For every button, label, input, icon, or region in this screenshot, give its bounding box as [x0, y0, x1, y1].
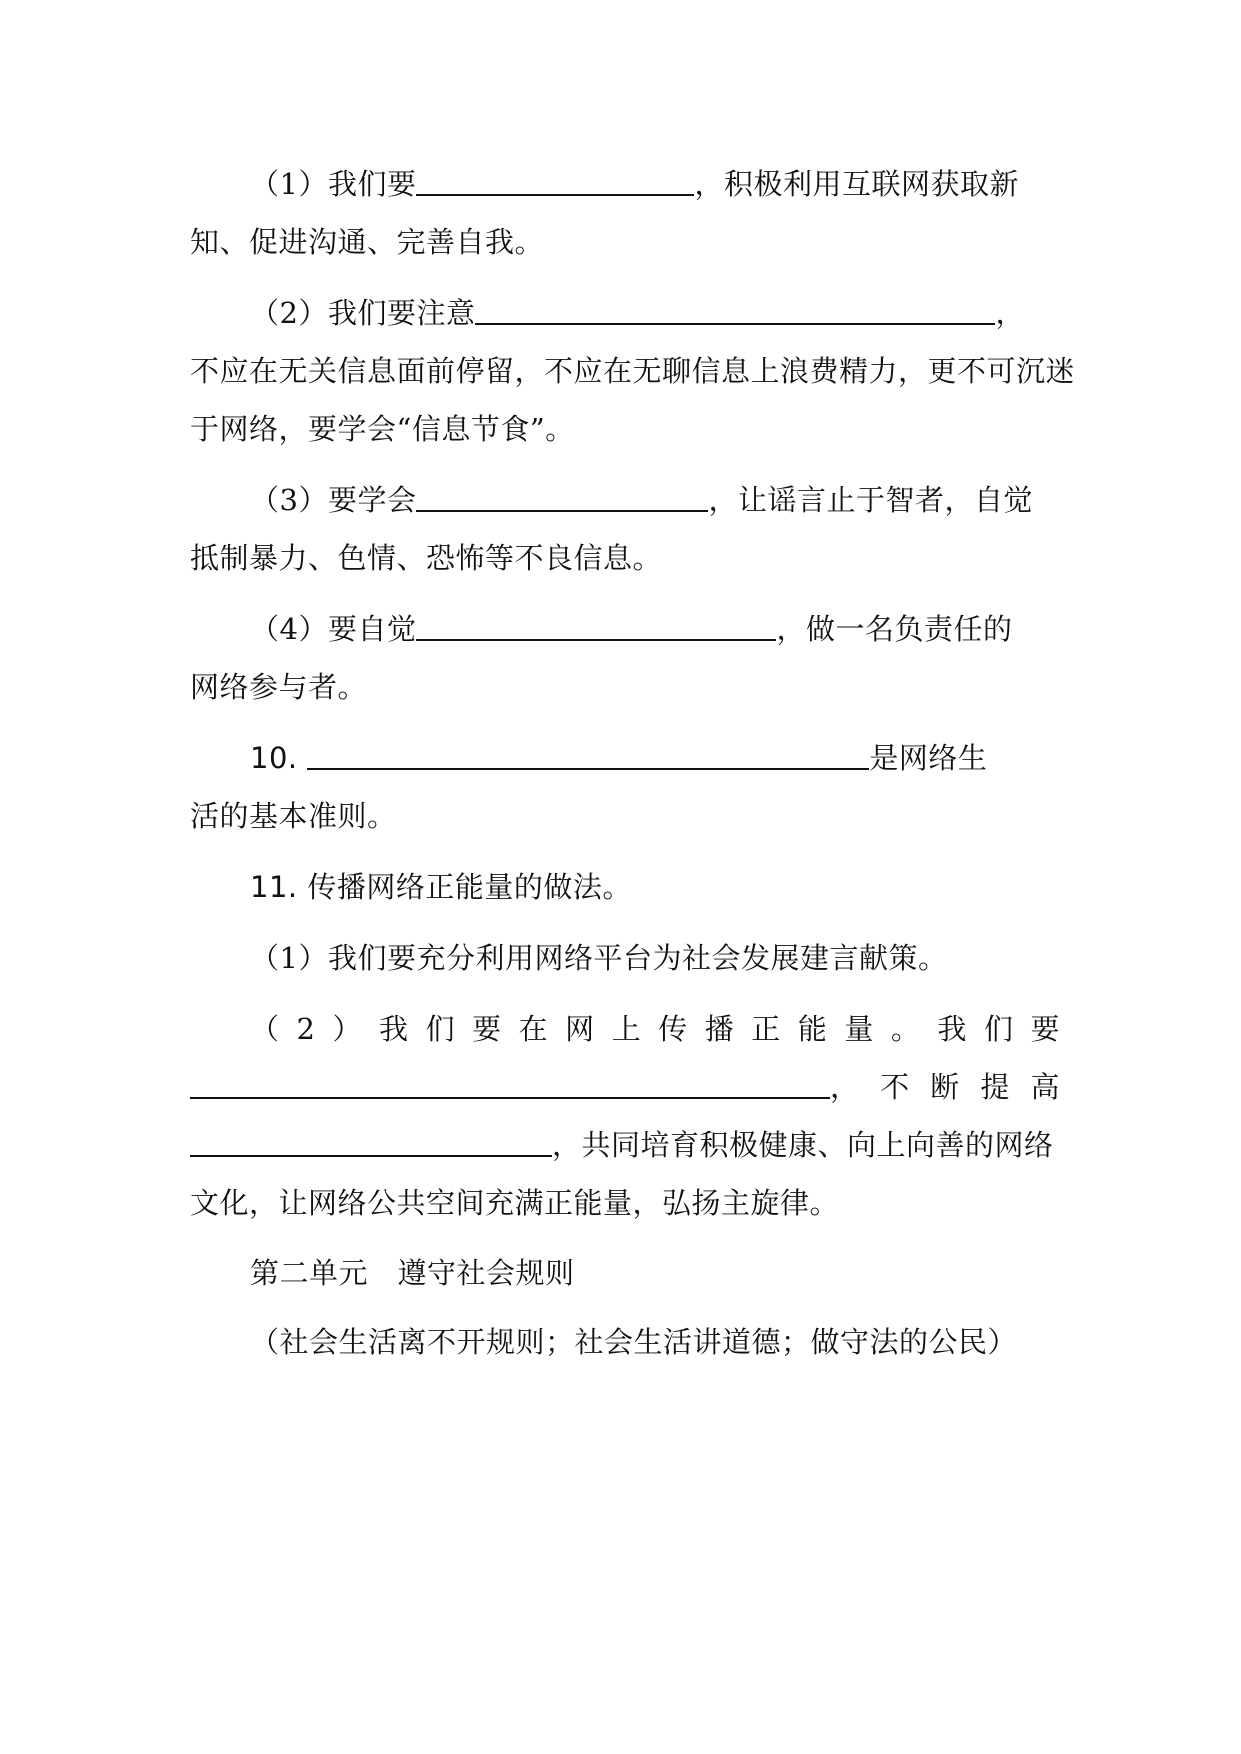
fill-in-blank-11b[interactable] — [190, 1127, 552, 1157]
item-2-suffix: ， — [995, 296, 1025, 330]
item-1-line-2: 知、促进沟通、完善自我。 — [190, 225, 545, 259]
item-1-prefix: （1）我们要 — [250, 167, 417, 201]
fill-in-blank-2[interactable] — [475, 295, 995, 325]
unit-heading: 第二单元 遵守社会规则 — [250, 1256, 575, 1290]
question-10-suffix: 是网络生 — [869, 741, 988, 775]
item-2-line-3: 于网络，要学会“信息节食”。 — [190, 412, 575, 446]
fill-in-blank-11a[interactable] — [190, 1069, 830, 1099]
question-11-item-2-line-1: （ 2 ） 我 们 要 在 网 上 传 播 正 能 量 。 我 们 要 — [250, 1012, 1060, 1046]
item-4-line-1 — [250, 609, 1060, 649]
item-3-prefix: （3）要学会 — [250, 483, 417, 517]
item-3-line-2: 抵制暴力、色情、恐怖等不良信息。 — [190, 541, 663, 575]
question-10-number: 10. — [250, 741, 298, 775]
question-10-line-2: 活的基本准则。 — [190, 799, 397, 833]
fill-in-blank-10[interactable] — [307, 740, 869, 770]
item-1-suffix: ，积极利用互联网获取新 — [694, 167, 1019, 201]
item-3-line-1 — [250, 480, 1060, 520]
item-2-prefix: （2）我们要注意 — [250, 296, 476, 330]
fill-in-blank-4[interactable] — [416, 611, 776, 641]
question-11-item-2-line-2: ， 不 断 提 高 — [190, 1067, 1060, 1107]
item-4-line-2: 网络参与者。 — [190, 670, 368, 704]
item-2-line-1 — [250, 293, 1060, 333]
question-11-item-2-line-4: 文化，让网络公共空间充满正能量，弘扬主旋律。 — [190, 1186, 840, 1220]
fill-in-blank-1[interactable] — [416, 166, 694, 196]
question-11-heading: 11. 传播网络正能量的做法。 — [250, 870, 632, 904]
question-11-item-1: （1）我们要充分利用网络平台为社会发展建言献策。 — [250, 941, 948, 975]
unit-subtitle: （社会生活离不开规则；社会生活讲道德；做守法的公民） — [250, 1325, 1018, 1359]
fill-in-blank-3[interactable] — [416, 482, 708, 512]
item-2-line-2: 不应在无关信息面前停留，不应在无聊信息上浪费精力，更不可沉迷 — [190, 354, 1076, 388]
item-4-prefix: （4）要自觉 — [250, 612, 417, 646]
question-11-item-2-line-3: ，共同培育积极健康、向上向善的网络 — [190, 1125, 1060, 1165]
item-3-suffix: ，让谣言止于智者，自觉 — [708, 483, 1033, 517]
item-1-line-1 — [250, 164, 1060, 204]
item-4-suffix: ，做一名负责任的 — [776, 612, 1013, 646]
question-10-line-1 — [250, 738, 1060, 778]
